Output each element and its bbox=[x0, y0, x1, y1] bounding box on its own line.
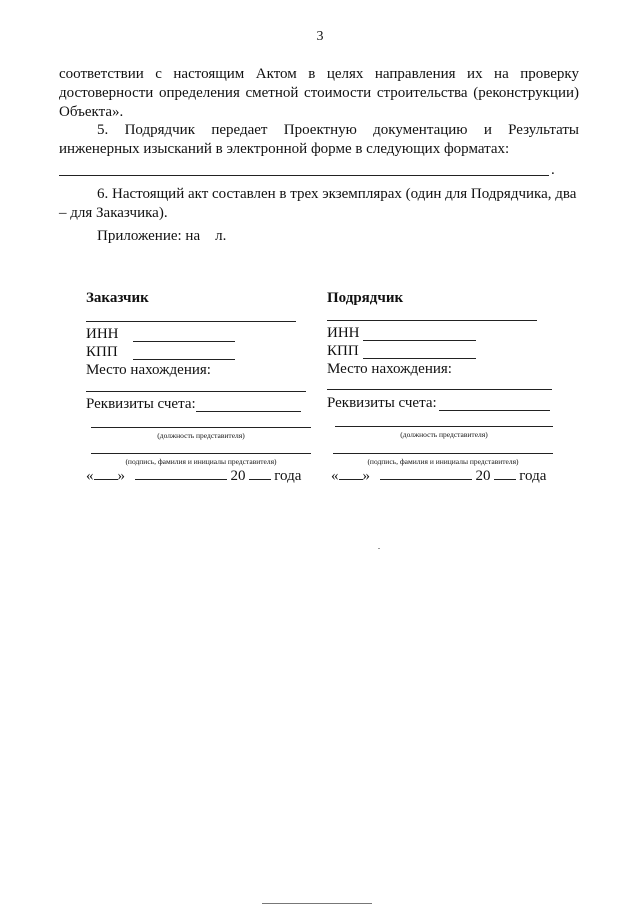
contractor-inn-line bbox=[363, 340, 476, 341]
customer-day-blank bbox=[94, 467, 118, 480]
customer-month-blank bbox=[135, 467, 227, 480]
contractor-year-prefix: 20 bbox=[475, 468, 491, 484]
contractor-position-caption: (должность представителя) bbox=[400, 430, 488, 439]
customer-year-prefix: 20 bbox=[230, 468, 246, 484]
contractor-kpp-label: КПП bbox=[327, 343, 359, 359]
customer-title: Заказчик bbox=[86, 290, 149, 306]
paragraph-formats: 5. Подрядчик передает Проектную документацию и Результаты инженерных изысканий в электронной форме в следующих форматах: bbox=[59, 122, 579, 157]
customer-kpp-label: КПП bbox=[86, 344, 118, 360]
appendix-line: Приложение: на л. bbox=[97, 228, 227, 244]
scan-artifact-dot bbox=[378, 548, 380, 549]
bottom-edge-line bbox=[262, 903, 372, 904]
contractor-requisites-line bbox=[439, 410, 550, 411]
customer-requisites-line bbox=[196, 411, 301, 412]
customer-year-suffix: года bbox=[274, 468, 302, 484]
contractor-location-label: Место нахождения: bbox=[327, 361, 452, 377]
contractor-date-close-quote: » bbox=[362, 468, 370, 484]
customer-date-close-quote: » bbox=[117, 468, 125, 484]
contractor-inn-label: ИНН bbox=[327, 325, 360, 341]
contractor-location-line bbox=[327, 389, 552, 390]
customer-year-blank bbox=[249, 467, 271, 480]
customer-position-line bbox=[91, 427, 311, 428]
customer-signature-line bbox=[91, 453, 311, 454]
customer-kpp-line bbox=[133, 359, 235, 360]
contractor-date-open-quote: « bbox=[331, 468, 339, 484]
formats-line-end: . bbox=[551, 162, 555, 178]
paragraph-continuation: соответствии с настоящим Актом в целях направления их на проверку достоверности определения сметной стоимости строительства (реконструкции) Объекта». bbox=[59, 66, 579, 120]
customer-requisites-label: Реквизиты счета: bbox=[86, 396, 196, 412]
contractor-title: Подрядчик bbox=[327, 290, 404, 306]
contractor-signature-line bbox=[333, 453, 553, 454]
customer-inn-line bbox=[133, 341, 235, 342]
customer-position-caption: (должность представителя) bbox=[157, 431, 245, 440]
paragraph-copies: 6. Настоящий акт составлен в трех экземплярах (один для Подрядчика, два – для Заказчика). bbox=[59, 186, 577, 221]
contractor-day-blank bbox=[339, 467, 363, 480]
customer-signature-caption: (подпись, фамилия и инициалы представителя) bbox=[125, 457, 277, 466]
customer-inn-label: ИНН bbox=[86, 326, 119, 342]
contractor-position-line bbox=[335, 426, 553, 427]
customer-date-open-quote: « bbox=[86, 468, 94, 484]
customer-name-line bbox=[86, 321, 296, 322]
customer-block bbox=[86, 290, 316, 484]
page-number: 3 bbox=[316, 29, 324, 44]
customer-date-row bbox=[86, 467, 326, 485]
contractor-name-line bbox=[327, 320, 537, 321]
formats-blank-line bbox=[59, 175, 549, 176]
customer-location-label: Место нахождения: bbox=[86, 362, 211, 378]
contractor-year-suffix: года bbox=[519, 468, 547, 484]
contractor-kpp-line bbox=[363, 358, 476, 359]
contractor-month-blank bbox=[380, 467, 472, 480]
contractor-signature-caption: (подпись, фамилия и инициалы представителя) bbox=[367, 457, 519, 466]
contractor-requisites-label: Реквизиты счета: bbox=[327, 395, 437, 411]
contractor-year-blank bbox=[494, 467, 516, 480]
customer-location-line bbox=[86, 391, 306, 392]
contractor-block bbox=[327, 290, 557, 484]
contractor-date-row bbox=[331, 467, 571, 485]
